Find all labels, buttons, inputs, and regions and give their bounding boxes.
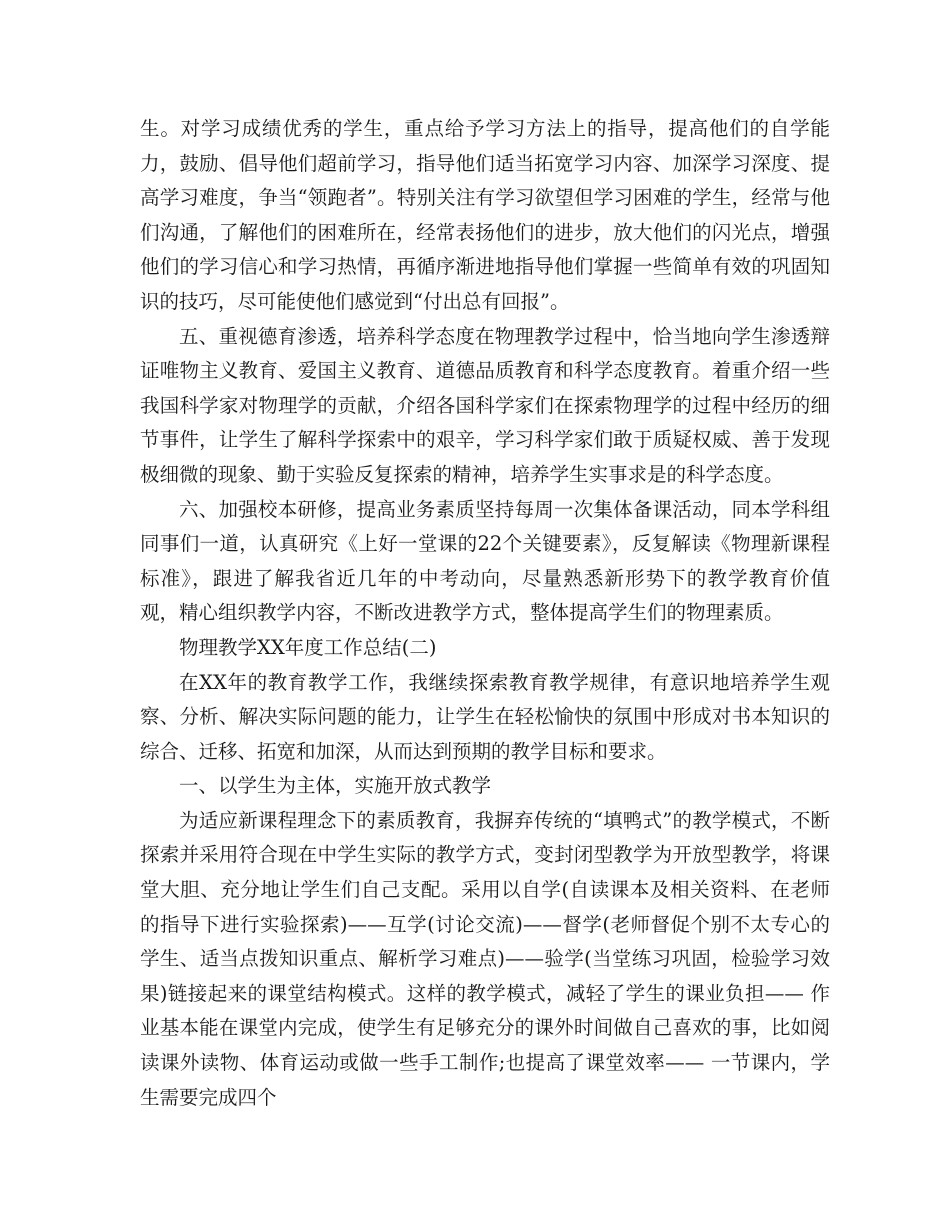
paragraph-school-research: 六、加强校本研修，提高业务素质坚持每周一次集体备课活动，同本学科组同事们一道，认真研究《上好一堂课的22个关键要素》，反复解读《物理新课程标准》，跟进了解我省近几年的中考动向，尽量熟悉新形势下的教学教育价值观，精心组织教学内容，不断改进教学方式，整体提高学生们的物理素质。 (140, 497, 830, 625)
paragraph-continued: 生。对学习成绩优秀的学生，重点给予学习方法上的指导，提高他们的自学能力，鼓励、倡导他们超前学习，指导他们适当拓宽学习内容、加深学习深度、提高学习难度，争当“领跑者”。特别关注有学习欲望但学习困难的学生，经常与他们沟通，了解他们的困难所在，经常表扬他们的进步，放大他们的闪光点，增强他们的学习信心和学习热情，再循序渐进地指导他们掌握一些简单有效的巩固知识的技巧，尽可能使他们感觉到“付出总有回报”。 (140, 117, 830, 313)
document-body (140, 112, 830, 1115)
section-heading-one: 一、以学生为主体，实施开放式教学 (179, 774, 492, 798)
paragraph-intro: 在XX年的教育教学工作，我继续探索教育教学规律，有意识地培养学生观察、分析、解决实际问题的能力，让学生在轻松愉快的氛围中形成对书本知识的综合、迁移、拓宽和加深，从而达到预期的教学目标和要求。 (140, 670, 830, 763)
paragraph-moral-education: 五、重视德育渗透，培养科学态度在物理教学过程中，恰当地向学生渗透辩证唯物主义教育、爱国主义教育、道德品质教育和科学态度教育。着重介绍一些我国科学家对物理学的贡献，介绍各国科学家们在探索物理学的过程中经历的细节事件，让学生了解科学探索中的艰辛，学习科学家们敢于质疑权威、善于发现极细微的现象、勤于实验反复探索的精神，培养学生实事求是的科学态度。 (140, 324, 830, 486)
section-title: 物理教学XX年度工作总结(二) (179, 635, 437, 659)
paragraph-open-teaching: 为适应新课程理念下的素质教育，我摒弃传统的“填鸭式”的教学模式，不断探索并采用符合现在中学生实际的教学方式，变封闭型教学为开放型教学，将课堂大胆、充分地让学生们自己支配。采用以自学(自读课本及相关资料、在老师的指导下进行实验探索)——互学(讨论交流)——督学(老师督促个别不太专心的学生、适当点拨知识重点、解析学习难点)——验学(当堂练习巩固，检验学习效果)链接起来的课堂结构模式。这样的教学模式，减轻了学生的课业负担—— 作业基本能在课堂内完成，使学生有足够充分的课外时间做自己喜欢的事，比如阅读课外读物、体育运动或做一些手工制作;也提高了课堂效率—— 一节课内，学生需要完成四个 (140, 808, 830, 1109)
